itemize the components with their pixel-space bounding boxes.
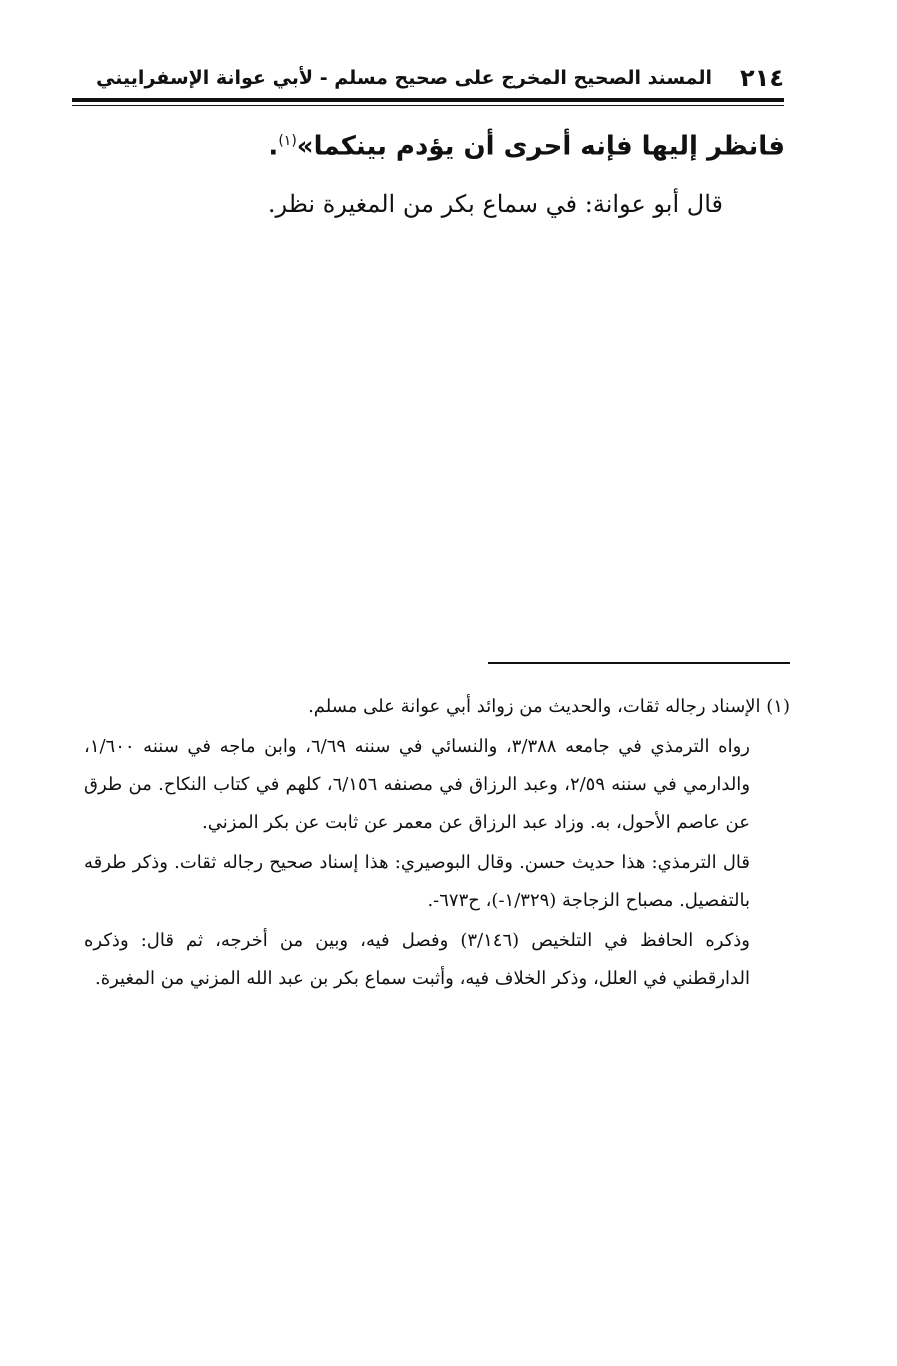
footnote-separator — [488, 662, 790, 664]
page-header — [72, 58, 784, 98]
footnote-paragraph-grading: قال الترمذي: هذا حديث حسن. وقال البوصيري: هذا إسناد صحيح رجاله ثقات. وذكر طرقه بالتفصيل. مصباح الزجاجة (١/٣٢٩-)، ح٦٧٣-. — [84, 852, 750, 911]
header-rule-thin — [72, 105, 784, 106]
running-title: المسند الصحيح المخرج على صحيح مسلم - لأبي عوانة الإسفراييني — [96, 67, 713, 89]
footnote-marker: (١) — [278, 133, 297, 149]
hadith-text — [95, 118, 785, 170]
hadith-body: فانظر إليها فإنه أحرى أن يؤدم بينكما» — [296, 131, 785, 162]
narrator-remark: قال أبو عوانة: في سماع بكر من المغيرة نظر. — [267, 189, 723, 218]
hadith-end: . — [268, 131, 279, 162]
footnotes — [84, 688, 790, 1000]
page-number: ٢١٤ — [740, 64, 784, 92]
main-text — [95, 118, 785, 226]
footnote-paragraph-talkhis: وذكره الحافظ في التلخيص (٣/١٤٦) وفصل فيه، وبين من أخرجه، ثم قال: وذكره الدارقطني في العلل، وذكر الخلاف فيه، وأثبت سماع بكر بن عبد الله المزني من المغيرة. — [84, 930, 750, 989]
footnote-1: (١) الإسناد رجاله ثقات، والحديث من زوائد أبي عوانة على مسلم. — [308, 696, 790, 717]
header-rule-thick — [72, 98, 784, 102]
footnote-paragraph-sources: رواه الترمذي في جامعه ٣/٣٨٨، والنسائي في سننه ٦/٦٩، وابن ماجه في سننه ١/٦٠٠، والدارمي في سننه ٢/٥٩، وعبد الرزاق في مصنفه ٦/١٥٦، كلهم في كتاب النكاح. من طرق عن عاصم الأحول، به. وزاد عبد الرزاق عن معمر عن ثابت عن بكر المزني. — [84, 736, 751, 833]
